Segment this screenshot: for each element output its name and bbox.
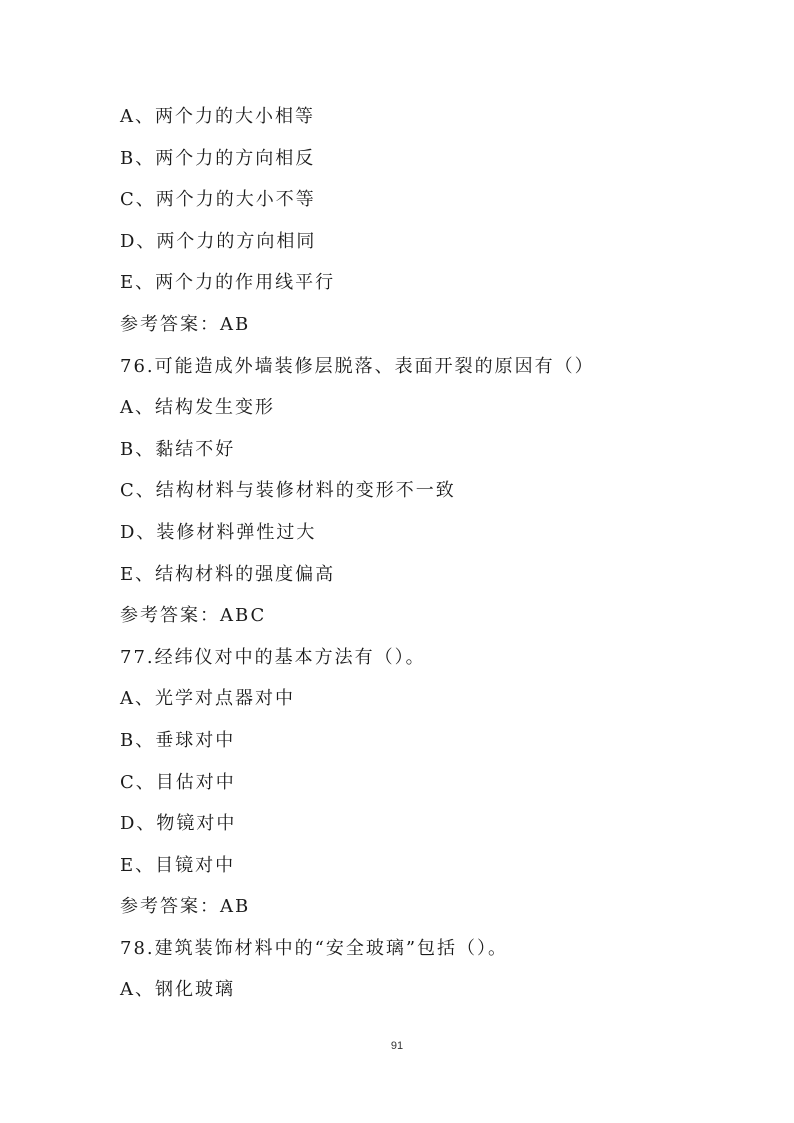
question-line: 76.可能造成外墙装修层脱落、表面开裂的原因有（） xyxy=(120,355,595,377)
option-line: D、物镜对中 xyxy=(120,813,237,835)
option-line: D、装修材料弹性过大 xyxy=(120,521,317,543)
document-body xyxy=(120,96,720,1011)
option-line: A、两个力的大小相等 xyxy=(120,106,315,127)
option-line: D、两个力的方向相同 xyxy=(120,230,317,252)
option-line: E、两个力的作用线平行 xyxy=(120,272,336,294)
option-line: E、结构材料的强度偏高 xyxy=(120,563,336,585)
answer-line: 参考答案：AB xyxy=(120,896,251,918)
option-line: C、结构材料与装修材料的变形不一致 xyxy=(120,480,456,502)
question-line: 77.经纬仪对中的基本方法有（）。 xyxy=(120,646,426,668)
option-line: B、两个力的方向相反 xyxy=(120,147,316,169)
option-line: A、钢化玻璃 xyxy=(120,979,235,1001)
option-line: C、两个力的大小不等 xyxy=(120,189,316,211)
answer-line: 参考答案：AB xyxy=(120,313,251,335)
option-line: A、光学对点器对中 xyxy=(120,688,295,710)
question-line: 78.建筑装饰材料中的“安全玻璃”包括（）。 xyxy=(120,937,509,959)
option-line: C、目估对中 xyxy=(120,771,236,793)
option-line: A、结构发生变形 xyxy=(120,397,275,419)
option-line: E、目镜对中 xyxy=(120,854,236,876)
option-line: B、垂球对中 xyxy=(120,729,236,751)
answer-line: 参考答案：ABC xyxy=(120,605,267,627)
option-line: B、黏结不好 xyxy=(120,438,236,460)
page-number: 91 xyxy=(390,1040,404,1052)
